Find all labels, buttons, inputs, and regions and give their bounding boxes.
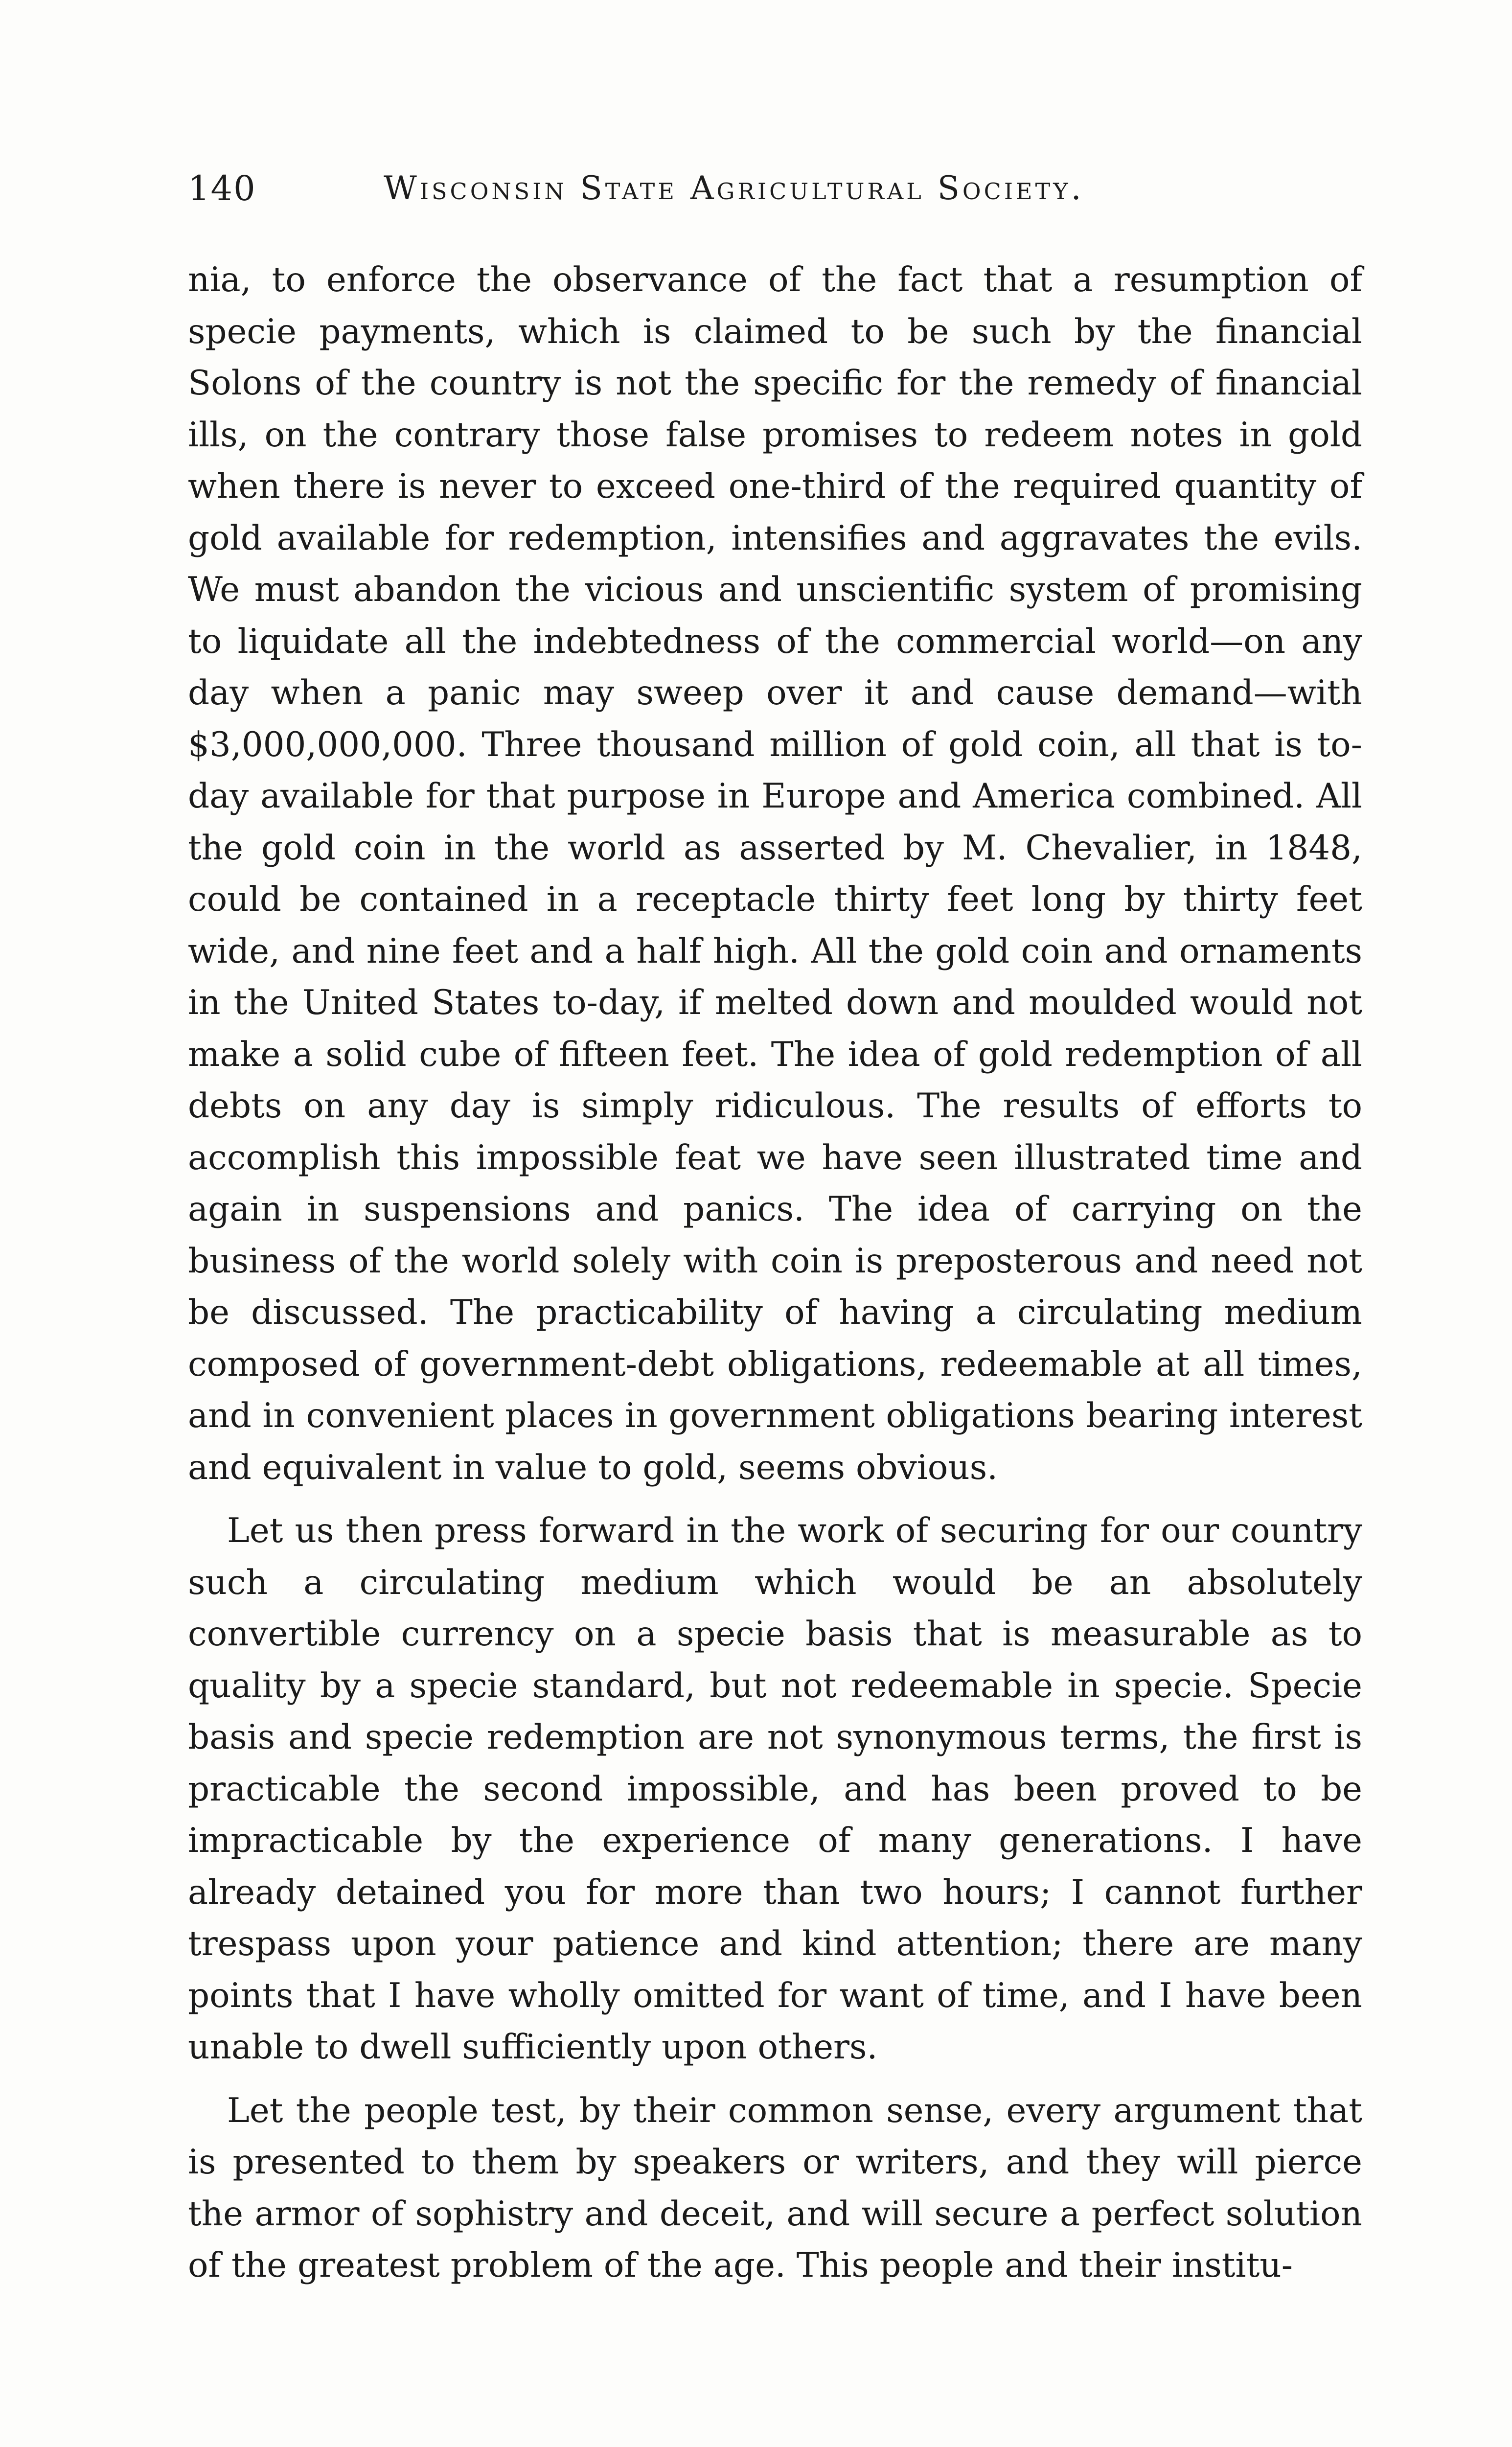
page-number: 140 bbox=[188, 168, 256, 208]
paragraph-specie-basis: Let us then press forward in the work of securing for our country such a circulating medium which would be an absolutely convertible currency on a specie basis that is measurable as to quality by a specie standard, but not redeemable in specie. Specie basis and specie redemption are not synonymous terms, the first is practicable the second impossible, and has been proved to be impracticable by the experience of many generations. I have already detained you for more than two hours; I cannot further trespass upon your patience and kind attention; there are many points that I have wholly omitted for want of time, and I have been unable to dwell sufficiently upon others. bbox=[188, 1511, 1362, 2067]
body-text bbox=[188, 254, 1362, 2304]
paragraph-people-test: Let the people test, by their common sense, every argument that is presented to them by speakers or writers, and they will pierce the armor of sophistry and deceit, and will secure a perfect solution of the greatest problem of the age. This people and their institu- bbox=[188, 2091, 1362, 2285]
page-header bbox=[188, 166, 1392, 220]
running-head: Wisconsin State Agricultural Society. bbox=[384, 169, 1084, 207]
paragraph-continued: nia, to enforce the observance of the fact that a resumption of specie payments, which is claimed to be such by the financial Solons of the country is not the specific for the remedy of financial ills, on the contrary those false promises to redeem notes in gold when there is never to exceed one-third of the required quantity of gold available for redemption, intensifies and aggravates the evils. We must abandon the vicious and unscientific system of promising to liquidate all the indebtedness of the commercial world—on any day when a panic may sweep over it and cause demand—with $3,000,000,000. Three thousand million of gold coin, all that is to-day available for that purpose in Europe and America combined. All the gold coin in the world as asserted by M. Chevalier, in 1848, could be contained in a receptacle thirty feet long by thirty feet wide, and nine feet and a half high. All the gold coin and ornaments in the United States to-day, if melted down and moulded would not make a solid cube of fifteen feet. The idea of gold redemption of all debts on any day is simply ridiculous. The results of efforts to accomplish this impossible feat we have seen illustrated time and again in suspensions and panics. The idea of carrying on the business of the world solely with coin is preposterous and need not be discussed. The practicability of having a circulating medium composed of government-debt obligations, redeemable at all times, and in convenient places in government obligations bearing interest and equivalent in value to gold, seems obvious. bbox=[188, 260, 1362, 1487]
